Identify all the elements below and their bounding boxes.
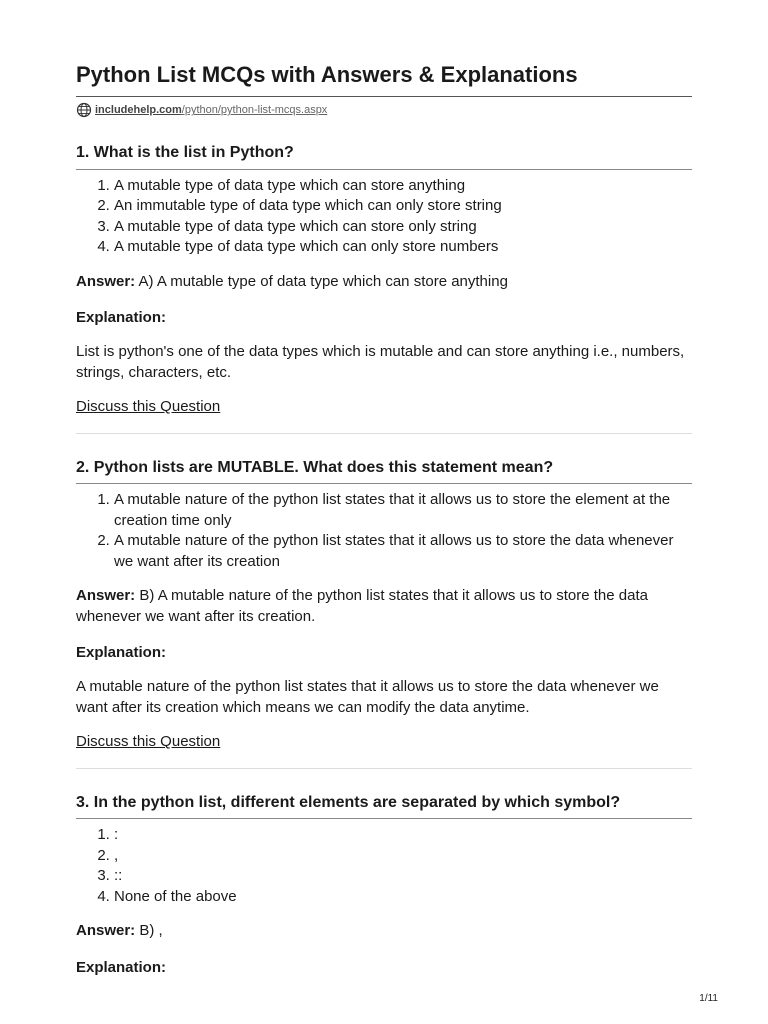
source-domain[interactable]: includehelp.com <box>95 104 182 117</box>
explanation-heading: Explanation: <box>76 958 167 976</box>
answer-text: B) , <box>135 922 163 940</box>
answer-text: B) A mutable nature of the python list states that it allows us to store the data whenever we want after its creation. <box>76 587 648 625</box>
page-number: 1/11 <box>699 993 718 1004</box>
option-item: 1. : <box>114 825 692 846</box>
option-item: 1. A mutable type of data type which can store anything <box>114 176 692 197</box>
explanation-heading: Explanation: <box>76 309 167 327</box>
explanation-text: A mutable nature of the python list states that it allows us to store the data whenever we want after its creation which means we can modify the data anytime. <box>76 678 659 716</box>
answer-label: Answer: <box>76 272 136 290</box>
option-item: 2. A mutable nature of the python list states that it allows us to store the data whenever we want after its creation <box>114 531 692 572</box>
answer <box>76 586 692 627</box>
option-item: 1. A mutable nature of the python list states that it allows us to store the element at the creation time only <box>114 490 692 531</box>
explanation-text: List is python's one of the data types which is mutable and can store anything i.e., numbers, strings, characters, etc. <box>76 343 685 381</box>
answer <box>76 272 692 293</box>
option-item: 3. A mutable type of data type which can store only string <box>114 217 692 238</box>
page-title: Python List MCQs with Answers & Explanations <box>76 62 692 97</box>
document-page <box>76 62 692 978</box>
options-list <box>76 490 692 572</box>
source-link[interactable] <box>76 101 692 119</box>
source-path[interactable]: /python/python-list-mcqs.aspx <box>181 104 328 117</box>
answer-label: Answer: <box>76 587 136 605</box>
answer-text: A) A mutable type of data type which can store anything <box>135 272 508 290</box>
question-title: 2. Python lists are MUTABLE. What does this statement mean? <box>76 458 692 484</box>
answer <box>76 921 692 942</box>
options-list <box>76 825 692 907</box>
option-item: 2. An immutable type of data type which can only store string <box>114 196 692 217</box>
divider <box>76 433 692 434</box>
question-title: 1. What is the list in Python? <box>76 143 692 169</box>
options-list <box>76 176 692 258</box>
globe-icon <box>76 102 92 118</box>
option-item: 2. , <box>114 846 692 867</box>
option-item: 4. None of the above <box>114 887 692 908</box>
discuss-link[interactable]: Discuss this Question <box>76 398 221 416</box>
option-item: 3. :: <box>114 866 692 887</box>
question-title: 3. In the python list, different elements are separated by which symbol? <box>76 793 692 819</box>
explanation-heading: Explanation: <box>76 644 167 662</box>
divider <box>76 768 692 769</box>
answer-label: Answer: <box>76 922 136 940</box>
question-3 <box>76 793 692 978</box>
question-1 <box>76 143 692 434</box>
option-item: 4. A mutable type of data type which can only store numbers <box>114 237 692 258</box>
discuss-link[interactable]: Discuss this Question <box>76 733 221 751</box>
question-2 <box>76 458 692 769</box>
